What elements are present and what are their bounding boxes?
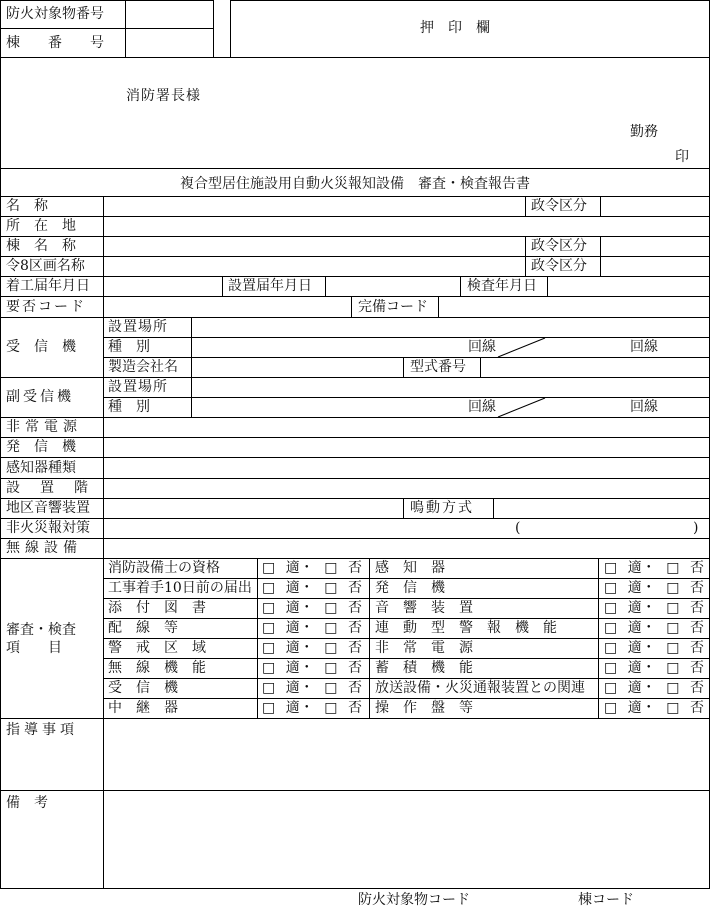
review-right-item-4: 非 常 電 源	[375, 640, 473, 656]
ok-label: 適・	[627, 660, 656, 676]
ng-label: 否	[689, 600, 704, 616]
review-left-item-2: 添 付 図 書	[108, 600, 206, 616]
checkbox-ng[interactable]: □	[324, 680, 338, 696]
receiver-circuit-2: 回線	[630, 339, 658, 355]
seal-field-label: 押 印 欄	[420, 20, 490, 36]
ng-label: 否	[347, 580, 362, 596]
left-check-7	[262, 700, 362, 716]
ordinance-district-field-1[interactable]	[601, 197, 709, 216]
checkbox-ok[interactable]: □	[262, 560, 276, 576]
checkbox-ok[interactable]: □	[604, 600, 618, 616]
checkbox-ng[interactable]: □	[324, 600, 338, 616]
checkbox-ok[interactable]: □	[604, 580, 618, 596]
ordinance-district-label-1: 政令区分	[531, 198, 587, 214]
ok-label: 適・	[285, 660, 314, 676]
name-label: 名 称	[6, 198, 48, 214]
transmitter-label: 発 信 機	[6, 439, 76, 455]
ng-label: 否	[689, 680, 704, 696]
checkbox-ng[interactable]: □	[666, 580, 680, 596]
review-label-bottom: 項 目	[6, 640, 62, 656]
checkbox-ng[interactable]: □	[324, 660, 338, 676]
ng-label: 否	[347, 680, 362, 696]
install-floor-label: 設置階	[6, 480, 108, 496]
emergency-power-field[interactable]	[104, 418, 709, 437]
review-right-item-3: 連 動 型 警 報 機 能	[375, 620, 557, 636]
area-sound-label: 地区音響装置	[6, 500, 90, 516]
checkbox-ok[interactable]: □	[604, 560, 618, 576]
left-check-5	[262, 660, 362, 676]
start-date-label: 着工届年月日	[6, 278, 90, 294]
need-code-label: 要否コード	[6, 299, 86, 315]
ok-label: 適・	[285, 620, 314, 636]
checkbox-ok[interactable]: □	[262, 600, 276, 616]
ng-label: 否	[347, 700, 362, 716]
checkbox-ok[interactable]: □	[262, 640, 276, 656]
review-right-item-2: 音 響 装 置	[375, 600, 473, 616]
building-number-label: 棟 番 号	[6, 35, 104, 51]
model-number-field[interactable]	[481, 358, 709, 377]
building-name-label: 棟 名 称	[6, 238, 76, 254]
checkbox-ok[interactable]: □	[262, 680, 276, 696]
checkbox-ng[interactable]: □	[666, 680, 680, 696]
ok-label: 適・	[285, 560, 314, 576]
sub-receiver-circuit-1: 回線	[468, 399, 496, 415]
nonfire-measure-label: 非火災報対策	[6, 520, 90, 536]
ng-label: 否	[347, 660, 362, 676]
checkbox-ng[interactable]: □	[666, 620, 680, 636]
manufacturer-label: 製造会社名	[108, 359, 178, 375]
ng-label: 否	[689, 560, 704, 576]
sub-receiver-circuit-2: 回線	[630, 399, 658, 415]
right-check-5	[604, 660, 704, 676]
report-title: 複合型居住施設用自動火災報知設備 審査・検査報告書	[180, 176, 530, 192]
left-check-0	[262, 560, 362, 576]
sub-receiver-install-place-field[interactable]	[192, 378, 709, 397]
checkbox-ok[interactable]: □	[604, 700, 618, 716]
review-right-item-1: 発 信 機	[375, 580, 445, 596]
fire-target-code-label: 防火対象物コード	[358, 892, 470, 908]
right-check-3	[604, 620, 704, 636]
checkbox-ok[interactable]: □	[604, 620, 618, 636]
left-check-2	[262, 600, 362, 616]
ok-label: 適・	[627, 600, 656, 616]
receiver-install-place-field[interactable]	[192, 318, 709, 337]
need-code-field[interactable]	[104, 297, 351, 317]
right-check-0	[604, 560, 704, 576]
ordinance-district-field-3[interactable]	[601, 257, 709, 276]
checkbox-ok[interactable]: □	[604, 660, 618, 676]
emergency-power-label: 非常電源	[6, 419, 82, 435]
ng-label: 否	[347, 560, 362, 576]
ok-label: 適・	[627, 700, 656, 716]
review-left-item-5: 無 線 機 能	[108, 660, 206, 676]
receiver-type-label: 種 別	[108, 339, 150, 355]
ng-label: 否	[689, 580, 704, 596]
location-label: 所 在 地	[6, 218, 76, 234]
ordinance-district-label-2: 政令区分	[531, 238, 587, 254]
paren-close: )	[693, 520, 699, 536]
right-check-7	[604, 700, 704, 716]
review-right-item-6: 放送設備・火災通報装置との関連	[375, 680, 585, 696]
checkbox-ng[interactable]: □	[666, 560, 680, 576]
complete-code-field[interactable]	[439, 297, 709, 317]
review-left-item-4: 警 戒 区 域	[108, 640, 206, 656]
location-field[interactable]	[104, 217, 709, 236]
review-left-item-6: 受 信 機	[108, 680, 178, 696]
ng-label: 否	[689, 620, 704, 636]
guidance-field[interactable]	[104, 719, 709, 790]
ok-label: 適・	[627, 640, 656, 656]
inspection-date-label: 検査年月日	[467, 278, 537, 294]
ok-label: 適・	[627, 680, 656, 696]
section-name-label: 令8区画名称	[6, 258, 85, 274]
receiver-label: 受 信 機	[6, 339, 76, 355]
ok-label: 適・	[627, 580, 656, 596]
sounding-method-label: 鳴動方式	[410, 500, 474, 516]
checkbox-ng[interactable]: □	[324, 620, 338, 636]
seal-mark: 印	[675, 149, 689, 165]
start-date-field[interactable]	[104, 277, 222, 296]
checkbox-ok[interactable]: □	[262, 660, 276, 676]
checkbox-ng[interactable]: □	[324, 700, 338, 716]
receiver-install-place-label: 設置場所	[108, 319, 168, 335]
ok-label: 適・	[285, 580, 314, 596]
checkbox-ng[interactable]: □	[324, 640, 338, 656]
area-sound-field[interactable]	[104, 499, 403, 518]
ordinance-district-label-3: 政令区分	[531, 258, 587, 274]
building-code-label: 棟コード	[578, 892, 634, 908]
checkbox-ok[interactable]: □	[262, 620, 276, 636]
left-check-6	[262, 680, 362, 696]
checkbox-ok[interactable]: □	[604, 640, 618, 656]
checkbox-ok[interactable]: □	[604, 680, 618, 696]
ok-label: 適・	[627, 560, 656, 576]
checkbox-ng[interactable]: □	[324, 580, 338, 596]
sub-receiver-type-label: 種 別	[108, 399, 150, 415]
sub-receiver-label: 副受信機	[6, 389, 74, 405]
ok-label: 適・	[285, 680, 314, 696]
inspection-date-field[interactable]	[548, 277, 709, 296]
remarks-label: 備 考	[6, 795, 48, 811]
checkbox-ok[interactable]: □	[262, 580, 276, 596]
paren-open: (	[515, 520, 521, 536]
guidance-label: 指導事項	[6, 722, 78, 738]
ok-label: 適・	[285, 640, 314, 656]
complete-code-label: 完備コード	[358, 299, 428, 315]
nonfire-measure-field[interactable]	[104, 519, 709, 538]
install-date-field[interactable]	[326, 277, 460, 296]
ng-label: 否	[347, 600, 362, 616]
model-number-label: 型式番号	[410, 359, 466, 375]
ok-label: 適・	[627, 620, 656, 636]
checkbox-ok[interactable]: □	[262, 700, 276, 716]
remarks-field[interactable]	[104, 791, 709, 888]
ng-label: 否	[347, 620, 362, 636]
review-left-item-7: 中 継 器	[108, 700, 178, 716]
review-label-top: 審査・検査	[6, 622, 76, 638]
detector-type-field[interactable]	[104, 458, 709, 478]
checkbox-ng[interactable]: □	[666, 700, 680, 716]
install-date-label: 設置届年月日	[228, 278, 312, 294]
review-right-item-7: 操 作 盤 等	[375, 700, 473, 716]
ng-label: 否	[347, 640, 362, 656]
transmitter-field[interactable]	[104, 438, 709, 457]
left-check-4	[262, 640, 362, 656]
left-check-3	[262, 620, 362, 636]
addressee-text: 消防署長様	[126, 88, 201, 104]
right-check-2	[604, 600, 704, 616]
radio-equipment-label: 無線設備	[6, 540, 82, 556]
detector-type-label: 感知器種類	[6, 460, 76, 476]
checkbox-ng[interactable]: □	[666, 660, 680, 676]
name-field[interactable]	[104, 197, 525, 216]
review-left-item-1: 工事着手10日前の届出	[108, 580, 252, 596]
left-check-1	[262, 580, 362, 596]
review-left-item-3: 配 線 等	[108, 620, 178, 636]
duty-text: 勤務	[630, 124, 658, 140]
right-check-4	[604, 640, 704, 656]
checkbox-ng[interactable]: □	[666, 600, 680, 616]
ng-label: 否	[689, 700, 704, 716]
right-check-1	[604, 580, 704, 596]
review-right-item-0: 感 知 器	[375, 560, 445, 576]
ok-label: 適・	[285, 700, 314, 716]
ok-label: 適・	[285, 600, 314, 616]
fire-target-number-label: 防火対象物番号	[6, 6, 104, 22]
section-name-field[interactable]	[104, 257, 525, 276]
building-name-field[interactable]	[104, 237, 525, 256]
install-floor-field[interactable]	[104, 479, 709, 498]
manufacturer-field[interactable]	[192, 358, 403, 377]
review-right-item-5: 蓄 積 機 能	[375, 660, 473, 676]
right-check-6	[604, 680, 704, 696]
ng-label: 否	[689, 640, 704, 656]
receiver-circuit-1: 回線	[468, 339, 496, 355]
review-left-item-0: 消防設備士の資格	[108, 560, 220, 576]
ordinance-district-field-2[interactable]	[601, 237, 709, 256]
checkbox-ng[interactable]: □	[324, 560, 338, 576]
checkbox-ng[interactable]: □	[666, 640, 680, 656]
ng-label: 否	[689, 660, 704, 676]
sub-receiver-install-place-label: 設置場所	[108, 379, 168, 395]
radio-equipment-field[interactable]	[104, 539, 709, 558]
sounding-method-field[interactable]	[494, 499, 709, 518]
